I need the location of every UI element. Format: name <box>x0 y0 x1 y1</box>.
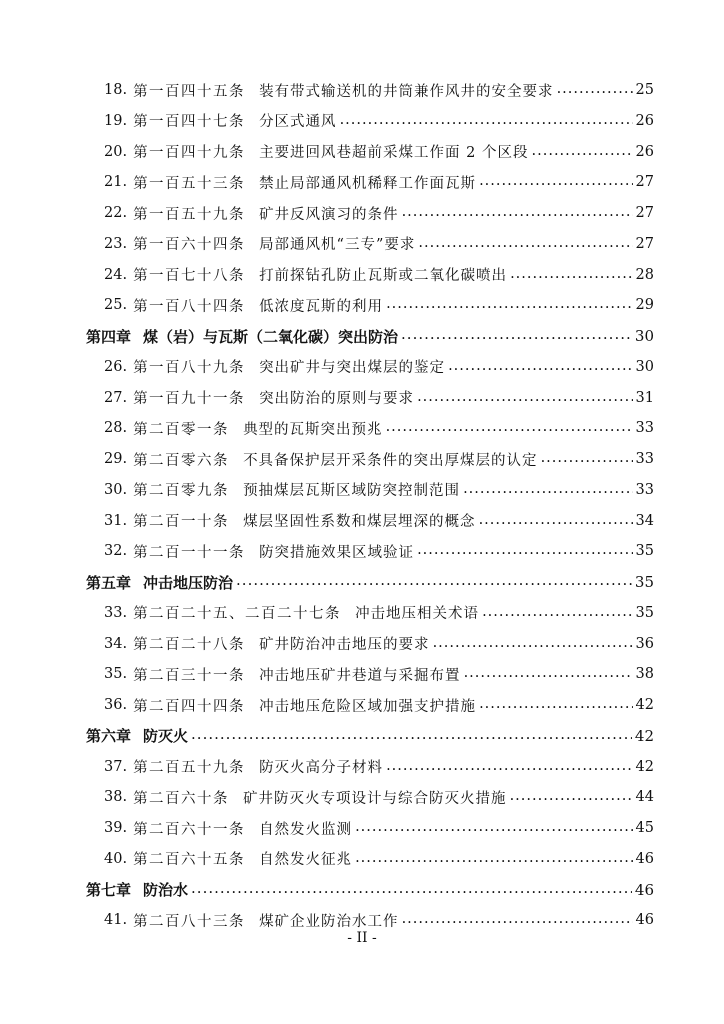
entry-title: 矿井防灭火专项设计与综合防灭火措施 <box>243 790 507 807</box>
entry-number: 33. <box>104 604 128 621</box>
article-reference: 第二百零六条 <box>133 452 230 469</box>
page-number: 33 <box>635 481 654 498</box>
chapter-title: 防灭火 <box>143 727 189 746</box>
entry-number: 39. <box>104 820 128 836</box>
entry-number: 22. <box>104 205 128 221</box>
page-number: 36 <box>635 635 654 652</box>
article-reference: 第二百八十三条 <box>133 913 246 930</box>
toc-entry[interactable] <box>0 690 654 720</box>
dot-leader <box>479 173 632 197</box>
dot-leader <box>417 542 632 566</box>
dot-leader <box>482 604 632 628</box>
entry-title: 自然发火监测 <box>259 821 353 838</box>
entry-title: 煤矿企业防治水工作 <box>259 913 399 930</box>
toc-entry[interactable] <box>0 844 654 874</box>
entry-number: 34. <box>104 635 128 652</box>
toc-entry[interactable] <box>0 260 654 290</box>
article-reference: 第二百零一条 <box>133 421 230 438</box>
entry-title: 突出矿井与突出煤层的鉴定 <box>259 360 446 377</box>
toc-entry[interactable] <box>0 506 654 536</box>
entry-title: 防灭火高分子材料 <box>259 760 384 776</box>
entry-title: 典型的瓦斯突出预兆 <box>243 421 383 438</box>
toc-entry[interactable] <box>0 782 654 812</box>
toc-entry[interactable] <box>0 106 654 136</box>
dot-leader <box>557 81 633 105</box>
entry-number: 23. <box>104 235 128 252</box>
toc-entry[interactable] <box>0 813 654 843</box>
page-number: 27 <box>635 235 654 252</box>
entry-number: 31. <box>104 512 128 529</box>
page-number: 25 <box>635 82 654 98</box>
article-reference: 第二百零九条 <box>133 483 230 500</box>
dot-leader <box>386 419 633 443</box>
dot-leader <box>510 788 633 812</box>
chapter-number: 第四章 <box>86 327 132 346</box>
page-number: 42 <box>634 726 654 745</box>
chapter-title: 煤（岩）与瓦斯（二氧化碳）突出防治 <box>143 327 399 346</box>
article-reference: 第一百五十三条 <box>133 175 246 192</box>
entry-number: 32. <box>104 543 128 560</box>
toc-entry[interactable] <box>0 413 654 443</box>
toc-chapter-heading[interactable] <box>0 721 654 751</box>
toc-chapter-heading[interactable] <box>0 567 654 597</box>
article-reference: 第二百二十五、二百二十七条 <box>133 606 342 623</box>
toc-entry[interactable] <box>0 198 654 228</box>
entry-number: 24. <box>104 266 128 283</box>
dot-leader <box>479 512 633 536</box>
page-number: 29 <box>635 297 654 314</box>
chapter-title: 防治水 <box>143 881 189 899</box>
article-reference: 第一百五十九条 <box>133 206 246 223</box>
chapter-number: 第七章 <box>86 881 132 899</box>
entry-number: 29. <box>104 451 128 467</box>
article-reference: 第一百七十八条 <box>133 268 246 284</box>
page-number: 46 <box>635 912 654 929</box>
article-reference: 第二百二十八条 <box>133 637 246 653</box>
toc-entry[interactable] <box>0 659 654 689</box>
article-reference: 第二百四十四条 <box>133 698 246 715</box>
toc-chapter-heading[interactable] <box>0 875 654 905</box>
toc-entry[interactable] <box>0 629 654 659</box>
entry-title: 自然发火征兆 <box>259 852 353 869</box>
entry-number: 21. <box>104 174 128 191</box>
entry-title: 装有带式输送机的井筒兼作风井的安全要求 <box>259 83 554 100</box>
dot-leader <box>355 819 632 843</box>
dot-leader <box>340 112 633 136</box>
toc-entry[interactable] <box>0 752 654 782</box>
entry-title: 冲击地压相关术语 <box>355 606 480 623</box>
chapter-title: 冲击地压防治 <box>143 573 234 592</box>
page-number: 26 <box>635 143 654 160</box>
page-number: 34 <box>635 512 654 529</box>
entry-number: 19. <box>104 112 128 129</box>
toc-entry[interactable] <box>0 383 654 413</box>
entry-number: 41. <box>104 912 128 929</box>
chapter-number: 第五章 <box>86 573 132 592</box>
dot-leader <box>401 325 632 351</box>
page-number: 46 <box>635 850 654 867</box>
toc-entry[interactable] <box>0 598 654 628</box>
dot-leader <box>433 635 633 659</box>
article-reference: 第二百六十五条 <box>133 852 246 869</box>
article-reference: 第二百一十一条 <box>133 544 246 561</box>
dot-leader <box>386 296 632 320</box>
entry-title: 不具备保护层开采条件的突出厚煤层的认定 <box>243 452 538 469</box>
dot-leader <box>418 235 632 259</box>
entry-number: 18. <box>104 82 128 98</box>
toc-entry[interactable] <box>0 352 654 382</box>
article-reference: 第二百一十条 <box>133 514 230 530</box>
entry-number: 26. <box>104 358 128 375</box>
entry-title: 矿井防治冲击地压的要求 <box>259 637 430 653</box>
article-reference: 第一百六十四条 <box>133 237 246 254</box>
page-number: 42 <box>635 697 654 713</box>
page-number: 28 <box>635 266 654 283</box>
entry-title: 禁止局部通风机稀释工作面瓦斯 <box>259 175 477 192</box>
toc-entry[interactable] <box>0 536 654 566</box>
page-number: 30 <box>635 358 654 375</box>
toc-entry[interactable] <box>0 137 654 167</box>
toc-entry[interactable] <box>0 290 654 320</box>
chapter-number: 第六章 <box>86 727 132 746</box>
page-number: 35 <box>635 604 654 621</box>
dot-leader <box>479 696 632 720</box>
toc-entry[interactable] <box>0 167 654 197</box>
article-reference: 第一百四十五条 <box>133 83 246 100</box>
toc-entry[interactable] <box>0 229 654 259</box>
article-reference: 第一百九十一条 <box>133 391 246 407</box>
entry-title: 矿井反风演习的条件 <box>259 206 399 223</box>
dot-leader <box>541 450 633 474</box>
dot-leader <box>191 725 632 751</box>
entry-title: 主要进回风巷超前采煤工作面 2 个区段 <box>259 145 529 161</box>
entry-number: 38. <box>104 789 128 806</box>
page-number: 33 <box>635 451 654 467</box>
page-number: 33 <box>635 420 654 437</box>
entry-title: 打前探钻孔防止瓦斯或二氧化碳喷出 <box>259 268 508 284</box>
entry-title: 突出防治的原则与要求 <box>259 391 415 407</box>
entry-title: 低浓度瓦斯的利用 <box>259 298 384 315</box>
dot-leader <box>464 665 633 689</box>
article-reference: 第一百四十七条 <box>133 114 246 131</box>
toc-entry[interactable] <box>0 75 654 105</box>
dot-leader <box>448 358 632 382</box>
page-number: 46 <box>634 880 654 899</box>
dot-leader <box>463 481 632 505</box>
dot-leader <box>510 266 632 290</box>
dot-leader <box>355 850 632 874</box>
entry-title: 预抽煤层瓦斯区域防突控制范围 <box>243 483 461 500</box>
page-number: 30 <box>634 327 654 345</box>
article-reference: 第二百五十九条 <box>133 760 246 776</box>
page-number: 35 <box>634 573 654 591</box>
article-reference: 第一百八十四条 <box>133 298 246 315</box>
dot-leader <box>386 758 632 782</box>
dot-leader <box>532 143 633 167</box>
page-number: 44 <box>635 789 654 806</box>
entry-title: 防突措施效果区域验证 <box>259 544 415 561</box>
page-number: 42 <box>635 758 654 775</box>
page-number-footer: - II - <box>347 930 377 946</box>
page-number: 35 <box>635 543 654 560</box>
entry-number: 25. <box>104 297 128 314</box>
article-reference: 第二百六十一条 <box>133 821 246 838</box>
toc-entry[interactable] <box>0 475 654 505</box>
article-reference: 第二百六十条 <box>133 790 230 807</box>
entry-title: 局部通风机“三专”要求 <box>259 237 416 254</box>
entry-title: 分区式通风 <box>259 114 337 131</box>
page-number: 27 <box>635 174 654 191</box>
entry-number: 30. <box>104 481 128 498</box>
page-number: 27 <box>635 205 654 221</box>
entry-title: 冲击地压危险区域加强支护措施 <box>259 698 477 715</box>
dot-leader <box>191 879 632 905</box>
article-reference: 第一百四十九条 <box>133 145 246 161</box>
entry-number: 36. <box>104 697 128 713</box>
page-number: 26 <box>635 112 654 129</box>
entry-title: 煤层坚固性系数和煤层埋深的概念 <box>243 514 476 530</box>
toc-chapter-heading[interactable] <box>0 321 654 351</box>
entry-number: 35. <box>104 666 128 683</box>
entry-number: 37. <box>104 758 128 775</box>
dot-leader <box>402 204 633 228</box>
entry-title: 冲击地压矿井巷道与采掘布置 <box>259 667 461 684</box>
dot-leader <box>236 571 632 597</box>
entry-number: 28. <box>104 420 128 437</box>
dot-leader <box>417 389 632 413</box>
article-reference: 第一百八十九条 <box>133 360 246 377</box>
page-number: 45 <box>635 820 654 836</box>
article-reference: 第二百三十一条 <box>133 667 246 684</box>
entry-number: 20. <box>104 143 128 160</box>
entry-number: 40. <box>104 850 128 867</box>
page-number: 31 <box>635 389 654 406</box>
page-number: 38 <box>635 666 654 683</box>
toc-entry[interactable] <box>0 444 654 474</box>
entry-number: 27. <box>104 389 128 406</box>
